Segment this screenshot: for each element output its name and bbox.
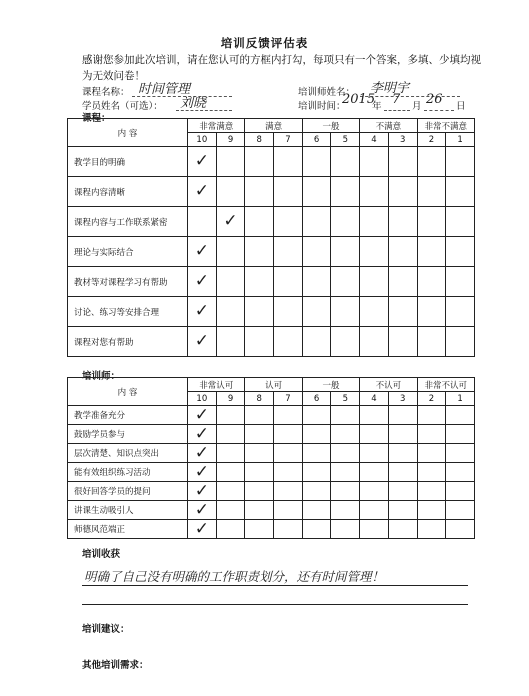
rating-cell-3[interactable]: [388, 501, 417, 520]
item-label: 课程对您有帮助: [68, 327, 188, 357]
score-header: 9: [216, 133, 245, 147]
rating-cell-3[interactable]: [388, 207, 417, 237]
rating-cell-4[interactable]: [360, 267, 389, 297]
score-header: 10: [188, 392, 217, 406]
rating-cell-7[interactable]: [274, 237, 303, 267]
rating-cell-3[interactable]: [388, 147, 417, 177]
item-label: 讲课生动吸引人: [68, 501, 188, 520]
score-header: 8: [245, 133, 274, 147]
rating-cell-4[interactable]: [360, 425, 389, 444]
item-label: 讨论、练习等安排合理: [68, 297, 188, 327]
group-header: 认可: [245, 378, 302, 392]
rating-cell-2[interactable]: [417, 297, 446, 327]
rating-cell-4[interactable]: [360, 406, 389, 425]
date-day-value: 26: [426, 92, 443, 107]
group-header: 满意: [245, 119, 302, 133]
rating-cell-10[interactable]: [188, 177, 217, 207]
table-row: [68, 463, 475, 482]
rating-cell-7[interactable]: [274, 482, 303, 501]
check-mark-icon: ✓: [194, 424, 209, 444]
rating-cell-10[interactable]: [188, 444, 217, 463]
rating-cell-4[interactable]: [360, 147, 389, 177]
score-header: 5: [331, 133, 360, 147]
rating-cell-2[interactable]: [417, 425, 446, 444]
rating-cell-4[interactable]: [360, 501, 389, 520]
rating-cell-3[interactable]: [388, 482, 417, 501]
rating-cell-1[interactable]: [446, 501, 475, 520]
rating-cell-8[interactable]: [245, 267, 274, 297]
rating-cell-6[interactable]: [302, 267, 331, 297]
rating-cell-1[interactable]: [446, 463, 475, 482]
date-day-unit: 日: [456, 101, 466, 112]
rating-cell-6[interactable]: [302, 463, 331, 482]
rating-cell-2[interactable]: [417, 444, 446, 463]
rating-cell-6[interactable]: [302, 147, 331, 177]
check-mark-icon: ✓: [194, 151, 209, 171]
check-mark-icon: ✓: [194, 301, 209, 321]
rating-cell-1[interactable]: [446, 147, 475, 177]
score-header: 3: [388, 392, 417, 406]
rating-cell-3[interactable]: [388, 177, 417, 207]
course-rating-rows: [68, 147, 475, 357]
rating-cell-1[interactable]: [446, 177, 475, 207]
group-header: 一般: [302, 119, 359, 133]
rating-cell-6[interactable]: [302, 520, 331, 539]
rating-cell-6[interactable]: [302, 425, 331, 444]
suggestion-label: 培训建议：: [82, 624, 130, 635]
rating-cell-6[interactable]: [302, 207, 331, 237]
rating-cell-2[interactable]: [417, 267, 446, 297]
rating-cell-9[interactable]: [216, 207, 245, 237]
table-row: [68, 297, 475, 327]
rating-cell-8[interactable]: [245, 482, 274, 501]
item-label: 课程内容清晰: [68, 177, 188, 207]
rating-cell-2[interactable]: [417, 501, 446, 520]
score-header: 2: [417, 392, 446, 406]
item-label: 教材等对课程学习有帮助: [68, 267, 188, 297]
rating-cell-9[interactable]: [216, 501, 245, 520]
rating-cell-1[interactable]: [446, 444, 475, 463]
table-row: [68, 444, 475, 463]
rating-cell-5[interactable]: [331, 501, 360, 520]
rating-cell-1[interactable]: [446, 237, 475, 267]
item-label: 很好回答学员的提问: [68, 482, 188, 501]
check-mark-icon: ✓: [194, 331, 209, 351]
score-header: 10: [188, 133, 217, 147]
rating-cell-1[interactable]: [446, 406, 475, 425]
rating-cell-2[interactable]: [417, 147, 446, 177]
student-name-value: 刘晓: [180, 96, 207, 111]
gains-line-2: [82, 604, 468, 605]
table-row: [68, 177, 475, 207]
rating-cell-8[interactable]: [245, 207, 274, 237]
rating-cell-3[interactable]: [388, 267, 417, 297]
rating-cell-3[interactable]: [388, 444, 417, 463]
rating-cell-5[interactable]: [331, 482, 360, 501]
rating-cell-1[interactable]: [446, 425, 475, 444]
rating-cell-9[interactable]: [216, 237, 245, 267]
trainer-rating-rows: [68, 406, 475, 539]
trainer-rating-table: [67, 377, 475, 539]
rating-cell-9[interactable]: [216, 482, 245, 501]
rating-cell-2[interactable]: [417, 463, 446, 482]
rating-cell-4[interactable]: [360, 207, 389, 237]
rating-cell-3[interactable]: [388, 520, 417, 539]
rating-cell-10[interactable]: [188, 463, 217, 482]
date-year-value: 2015: [342, 92, 376, 107]
rating-cell-10[interactable]: [188, 406, 217, 425]
table-row: [68, 425, 475, 444]
rating-cell-8[interactable]: [245, 425, 274, 444]
rating-cell-9[interactable]: [216, 297, 245, 327]
rating-cell-2[interactable]: [417, 482, 446, 501]
trainer-name-value: 李明宇: [370, 81, 410, 96]
rating-cell-5[interactable]: [331, 237, 360, 267]
rating-cell-1[interactable]: [446, 327, 475, 357]
rating-cell-5[interactable]: [331, 520, 360, 539]
item-label: 教学目的明确: [68, 147, 188, 177]
instructions-line-2: 为无效问卷！: [82, 70, 145, 82]
rating-cell-7[interactable]: [274, 207, 303, 237]
instructions-line-1: 感谢您参加此次培训，请在您认可的方框内打勾，每项只有一个答案，多填、少填均视: [82, 54, 481, 66]
check-mark-icon: ✓: [194, 500, 209, 520]
check-mark-icon: ✓: [194, 271, 209, 291]
date-month-value: 7: [392, 92, 401, 107]
rating-cell-1[interactable]: [446, 520, 475, 539]
gains-line-1: [82, 585, 468, 586]
table-row: [68, 267, 475, 297]
rating-cell-4[interactable]: [360, 520, 389, 539]
table-row: [68, 482, 475, 501]
rating-cell-8[interactable]: [245, 297, 274, 327]
rating-cell-10[interactable]: [188, 327, 217, 357]
item-label: 能有效组织练习活动: [68, 463, 188, 482]
rating-cell-5[interactable]: [331, 207, 360, 237]
course-rating-table: [67, 118, 475, 357]
gains-text: 明确了自己没有明确的工作职责划分，还有时间管理！: [84, 569, 385, 584]
rating-cell-6[interactable]: [302, 406, 331, 425]
score-header: 6: [302, 392, 331, 406]
rating-cell-5[interactable]: [331, 297, 360, 327]
rating-cell-10[interactable]: [188, 425, 217, 444]
score-header: 4: [360, 133, 389, 147]
course-name-value: 时间管理: [138, 82, 191, 97]
item-label: 课程内容与工作联系紧密: [68, 207, 188, 237]
table-row: [68, 327, 475, 357]
rating-cell-1[interactable]: [446, 297, 475, 327]
rating-cell-7[interactable]: [274, 406, 303, 425]
rating-cell-10[interactable]: [188, 207, 217, 237]
rating-cell-3[interactable]: [388, 297, 417, 327]
rating-cell-6[interactable]: [302, 177, 331, 207]
score-header: 5: [331, 392, 360, 406]
rating-cell-7[interactable]: [274, 520, 303, 539]
content-header: 内 容: [68, 119, 188, 147]
group-header: 非常不认可: [417, 378, 474, 392]
item-label: 层次清楚、知识点突出: [68, 444, 188, 463]
rating-cell-9[interactable]: [216, 425, 245, 444]
rating-cell-5[interactable]: [331, 406, 360, 425]
rating-cell-5[interactable]: [331, 463, 360, 482]
date-month-unit: 月: [412, 101, 422, 112]
table-row: [68, 520, 475, 539]
rating-cell-7[interactable]: [274, 463, 303, 482]
check-mark-icon: ✓: [223, 211, 238, 231]
rating-cell-4[interactable]: [360, 463, 389, 482]
item-label: 鼓励学员参与: [68, 425, 188, 444]
rating-cell-9[interactable]: [216, 406, 245, 425]
rating-cell-10[interactable]: [188, 147, 217, 177]
gains-label: 培训收获: [82, 549, 121, 560]
rating-cell-7[interactable]: [274, 297, 303, 327]
rating-cell-10[interactable]: [188, 520, 217, 539]
rating-cell-3[interactable]: [388, 237, 417, 267]
rating-cell-5[interactable]: [331, 267, 360, 297]
trainer-name-label: 培训师姓名：: [298, 87, 356, 98]
score-header: 2: [417, 133, 446, 147]
rating-cell-7[interactable]: [274, 327, 303, 357]
table-row: [68, 501, 475, 520]
rating-cell-4[interactable]: [360, 327, 389, 357]
rating-cell-6[interactable]: [302, 444, 331, 463]
rating-cell-9[interactable]: [216, 177, 245, 207]
table-row: [68, 207, 475, 237]
rating-cell-9[interactable]: [216, 147, 245, 177]
rating-cell-1[interactable]: [446, 267, 475, 297]
check-mark-icon: ✓: [194, 405, 209, 425]
rating-cell-2[interactable]: [417, 177, 446, 207]
rating-cell-8[interactable]: [245, 327, 274, 357]
rating-cell-9[interactable]: [216, 520, 245, 539]
rating-cell-10[interactable]: [188, 482, 217, 501]
rating-cell-7[interactable]: [274, 147, 303, 177]
rating-cell-1[interactable]: [446, 207, 475, 237]
score-header: 6: [302, 133, 331, 147]
rating-cell-8[interactable]: [245, 406, 274, 425]
rating-cell-4[interactable]: [360, 482, 389, 501]
rating-cell-10[interactable]: [188, 297, 217, 327]
rating-cell-8[interactable]: [245, 177, 274, 207]
course-name-label: 课程名称：: [82, 87, 130, 98]
rating-cell-8[interactable]: [245, 147, 274, 177]
form-title: 培训反馈评估表: [220, 36, 309, 50]
score-header: 4: [360, 392, 389, 406]
rating-cell-4[interactable]: [360, 297, 389, 327]
rating-cell-8[interactable]: [245, 444, 274, 463]
check-mark-icon: ✓: [194, 462, 209, 482]
rating-cell-2[interactable]: [417, 207, 446, 237]
check-mark-icon: ✓: [194, 481, 209, 501]
score-header: 1: [446, 133, 475, 147]
trainer-section-label: 培训师：: [82, 371, 121, 382]
rating-cell-2[interactable]: [417, 520, 446, 539]
check-mark-icon: ✓: [194, 519, 209, 539]
check-mark-icon: ✓: [194, 241, 209, 261]
table-row: [68, 147, 475, 177]
rating-cell-4[interactable]: [360, 444, 389, 463]
group-header: 不满意: [360, 119, 417, 133]
date-year-unit: 年: [372, 101, 382, 112]
rating-cell-5[interactable]: [331, 425, 360, 444]
rating-cell-7[interactable]: [274, 425, 303, 444]
group-header: 非常不满意: [417, 119, 474, 133]
rating-cell-3[interactable]: [388, 463, 417, 482]
rating-cell-3[interactable]: [388, 425, 417, 444]
rating-cell-9[interactable]: [216, 327, 245, 357]
rating-cell-6[interactable]: [302, 237, 331, 267]
rating-cell-9[interactable]: [216, 267, 245, 297]
rating-cell-8[interactable]: [245, 520, 274, 539]
rating-cell-7[interactable]: [274, 267, 303, 297]
rating-cell-1[interactable]: [446, 482, 475, 501]
score-header: 7: [274, 392, 303, 406]
rating-cell-10[interactable]: [188, 267, 217, 297]
rating-cell-7[interactable]: [274, 501, 303, 520]
table-row: [68, 237, 475, 267]
group-header: 非常认可: [188, 378, 245, 392]
rating-cell-6[interactable]: [302, 327, 331, 357]
score-header: 1: [446, 392, 475, 406]
rating-cell-2[interactable]: [417, 406, 446, 425]
rating-cell-5[interactable]: [331, 327, 360, 357]
rating-cell-4[interactable]: [360, 237, 389, 267]
score-header: 9: [216, 392, 245, 406]
course-section-label: 课程：: [82, 113, 111, 124]
rating-cell-9[interactable]: [216, 463, 245, 482]
rating-cell-6[interactable]: [302, 501, 331, 520]
rating-cell-2[interactable]: [417, 327, 446, 357]
score-header: 3: [388, 133, 417, 147]
rating-cell-6[interactable]: [302, 482, 331, 501]
item-label: 教学准备充分: [68, 406, 188, 425]
rating-cell-6[interactable]: [302, 297, 331, 327]
content-header: 内 容: [68, 378, 188, 406]
rating-cell-3[interactable]: [388, 406, 417, 425]
rating-cell-2[interactable]: [417, 237, 446, 267]
check-mark-icon: ✓: [194, 443, 209, 463]
rating-cell-7[interactable]: [274, 177, 303, 207]
group-header: 一般: [302, 378, 359, 392]
group-header: 非常满意: [188, 119, 245, 133]
score-header: 8: [245, 392, 274, 406]
item-label: 师德风范端正: [68, 520, 188, 539]
rating-cell-5[interactable]: [331, 147, 360, 177]
rating-cell-4[interactable]: [360, 177, 389, 207]
rating-cell-3[interactable]: [388, 327, 417, 357]
rating-cell-9[interactable]: [216, 444, 245, 463]
item-label: 理论与实际结合: [68, 237, 188, 267]
rating-cell-5[interactable]: [331, 444, 360, 463]
rating-cell-8[interactable]: [245, 237, 274, 267]
rating-cell-10[interactable]: [188, 501, 217, 520]
table-row: [68, 406, 475, 425]
student-name-label: 学员姓名（可选）：: [82, 101, 163, 112]
rating-cell-8[interactable]: [245, 501, 274, 520]
training-date-label: 培训时间：: [298, 101, 346, 112]
rating-cell-7[interactable]: [274, 444, 303, 463]
group-header: 不认可: [360, 378, 417, 392]
rating-cell-10[interactable]: [188, 237, 217, 267]
rating-cell-5[interactable]: [331, 177, 360, 207]
score-header: 7: [274, 133, 303, 147]
rating-cell-8[interactable]: [245, 463, 274, 482]
check-mark-icon: ✓: [194, 181, 209, 201]
other-needs-label: 其他培训需求：: [82, 660, 149, 671]
